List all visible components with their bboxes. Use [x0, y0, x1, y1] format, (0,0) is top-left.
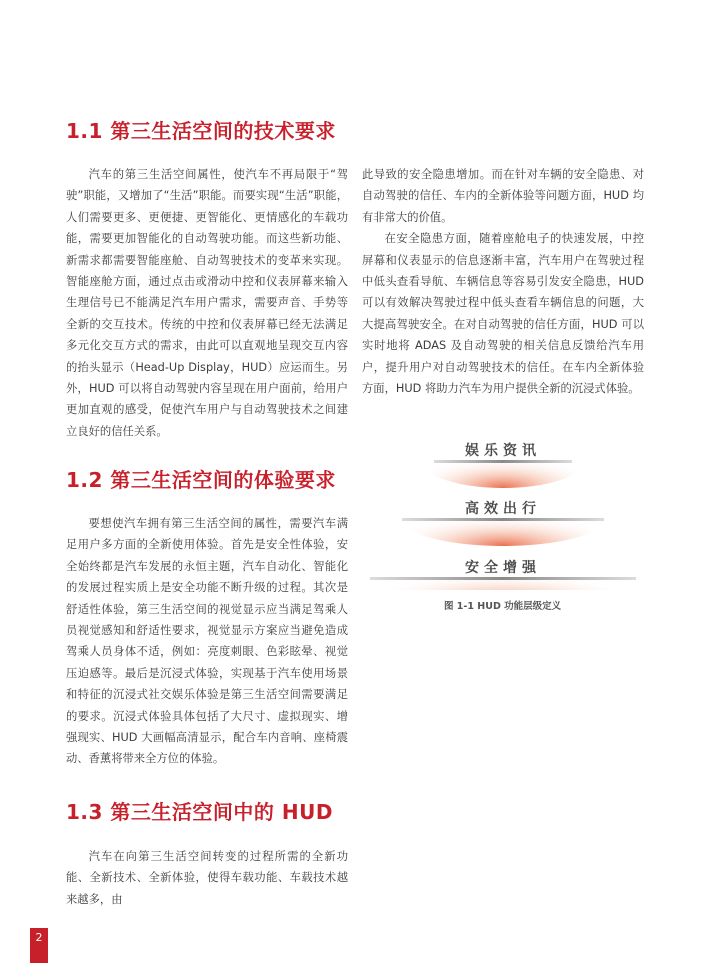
tier-label-entertainment: 娱乐资讯	[465, 443, 541, 459]
tier-label-safety: 安全增强	[465, 560, 541, 576]
section-heading-1-1: 1.1 第三生活空间的技术要求	[66, 119, 336, 143]
section-heading-1-3: 1.3 第三生活空间中的 HUD	[66, 800, 333, 824]
paragraph: 汽车在向第三生活空间转变的过程所需的全新功能、全新技术、全新体验，使得车载功能、车载技术越来越多，由	[66, 850, 348, 906]
col1-block-1	[66, 164, 348, 442]
paragraph: 汽车的第三生活空间属性，使汽车不再局限于“驾驶”职能，又增加了“生活”职能。而要实现“生活”职能，人们需要更多、更便捷、更智能化、更情感化的车载功能，需要更加智能化的自动驾驶功能。而这些新功能、新需求都需要智能座舱、自动驾驶技术的变革来实现。智能座舱方面，通过点击或滑动中控和仪表屏幕来输入生理信号已不能满足汽车用户需求，需要声音、手势等全新的交互技术。传统的中控和仪表屏幕已经无法满足多元化交互方式的需求，由此可以直观地呈现交互内容的抬头显示（Head-Up Display，HUD）应运而生。另外，HUD 可以将自动驾驶内容呈现在用户面前，给用户更加直观的感受，促使汽车用户与自动驾驶技术之间建立良好的信任关系。	[66, 168, 348, 438]
paragraph: 在安全隐患方面，随着座舱电子的快速发展，中控屏幕和仪表显示的信息逐渐丰富，汽车用户在驾驶过程中低头查看导航、车辆信息等容易引发安全隐患，HUD 可以有效解决驾驶过程中低头查看车辆信息的问题，大大提高驾驶安全。在对自动驾驶的信任方面，HUD 可以实时地将 ADAS 及自动驾驶的相关信息反馈给汽车用户，提升用户对自动驾驶技术的信任。在车内全新体验方面，HUD 将助力汽车为用户提供全新的沉浸式体验。	[362, 232, 644, 396]
paragraph: 此导致的安全隐患增加。而在针对车辆的安全隐患、对自动驾驶的信任、车内的全新体验等问题方面，HUD 均有非常大的价值。	[362, 168, 644, 224]
section-heading-1-2: 1.2 第三生活空间的体验要求	[66, 468, 336, 492]
tier-bar	[370, 577, 636, 580]
tier-bar	[402, 518, 604, 521]
paragraph: 要想使汽车拥有第三生活空间的属性，需要汽车满足用户多方面的全新使用体验。首先是安全性体验，安全始终都是汽车发展的永恒主题，汽车自动化、智能化的发展过程实质上是安全功能不断升级的过程。其次是舒适性体验，第三生活空间的视觉显示应当满足驾乘人员视觉感知和舒适性要求，视觉显示方案应当避免造成驾乘人员身体不适，例如：亮度刺眼、色彩眩晕、视觉压迫感等。最后是沉浸式体验，实现基于汽车使用场景和特征的沉浸式社交娱乐体验是第三生活空间需要满足的要求。沉浸式体验具体包括了大尺寸、虚拟现实、增强现实、HUD 大画幅高清显示，配合车内音响、座椅震动、香薰将带来全方位的体验。	[66, 517, 348, 766]
col1-block-3	[66, 846, 348, 910]
col1-block-2	[66, 513, 348, 770]
tier-label-travel: 高效出行	[465, 501, 541, 517]
tier-bar	[434, 460, 572, 463]
col2-block	[362, 164, 644, 399]
hud-level-figure	[362, 420, 644, 590]
figure-caption: 图 1-1 HUD 功能层级定义	[444, 601, 562, 612]
page-number: 2	[30, 928, 48, 963]
